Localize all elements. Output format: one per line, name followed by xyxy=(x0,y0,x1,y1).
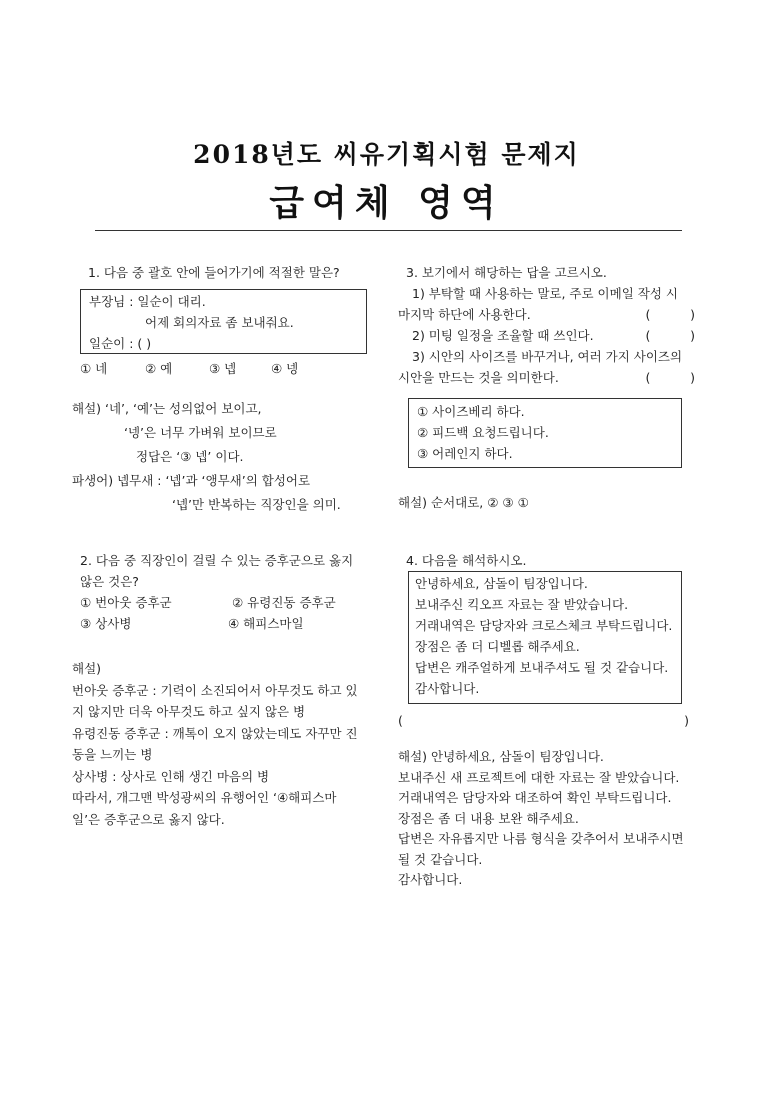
email-line: 안녕하세요, 삼돌이 팀장입니다. xyxy=(415,576,588,591)
choice: ② 피드백 요청드립니다. xyxy=(417,425,549,440)
question-3 xyxy=(398,262,703,513)
question-3-item-row xyxy=(398,367,703,388)
explanation-line: 보내주신 새 프로젝트에 대한 자료는 잘 받았습니다. xyxy=(398,769,680,785)
question-4 xyxy=(398,550,703,891)
question-3-explanation: 해설) 순서대로, ② ③ ① xyxy=(398,495,529,510)
question-3-item: 시안을 만드는 것을 의미한다. xyxy=(398,370,559,385)
question-2-text: 2. 다음 중 직장인이 걸릴 수 있는 증후군으로 옳지 xyxy=(80,553,354,568)
choice: ③ 어레인지 하다. xyxy=(417,446,513,461)
option: ④ 해피스마일 xyxy=(228,616,304,631)
question-3-item-row xyxy=(398,304,703,325)
question-1-explanation xyxy=(72,397,380,517)
question-4-email-box xyxy=(408,571,682,704)
answer-blank: ( ) xyxy=(645,370,695,385)
email-line: 장점은 좀 더 디벨롭 해주세요. xyxy=(415,639,580,654)
question-3-choices-box xyxy=(408,398,682,468)
explanation-line: 상사병 : 상사로 인해 생긴 마음의 병 xyxy=(72,768,270,784)
title-divider xyxy=(95,230,682,231)
email-line: 보내주신 킥오프 자료는 잘 받았습니다. xyxy=(415,597,629,612)
question-3-text: 3. 보기에서 해당하는 답을 고르시오. xyxy=(406,265,607,280)
explanation-line: 해설) ‘네’, ‘예’는 성의없어 보이고, xyxy=(72,401,262,416)
explanation-line: 지 않지만 더욱 아무것도 하고 싶지 않은 병 xyxy=(72,704,306,719)
option: ③ 상사병 xyxy=(80,616,132,631)
question-2-explanation xyxy=(72,658,382,830)
question-3-item: 마지막 하단에 사용한다. xyxy=(398,307,531,322)
option: ② 예 xyxy=(145,361,173,376)
dialog-line: 어제 회의자료 좀 보내줘요. xyxy=(145,315,294,330)
explanation-line: ‘넵’만 반복하는 직장인을 의미. xyxy=(172,497,341,512)
email-line: 답변은 캐주얼하게 보내주셔도 될 것 같습니다. xyxy=(415,660,669,675)
answer-blank xyxy=(398,710,703,731)
question-1-dialog-box xyxy=(80,289,367,354)
explanation-line: 감사합니다. xyxy=(398,872,463,887)
option: ② 유령진동 증후군 xyxy=(232,595,336,610)
explanation-line: 장점은 좀 더 내용 보완 해주세요. xyxy=(398,810,579,826)
explanation-line: 동을 느끼는 병 xyxy=(72,747,153,762)
question-3-item: 2) 미팅 일정을 조율할 때 쓰인다. xyxy=(412,328,594,343)
explanation-line: 답변은 자유롭지만 나름 형식을 갖추어서 보내주시면 xyxy=(398,831,684,846)
email-line: 감사합니다. xyxy=(415,681,480,696)
question-1-text: 1. 다음 중 괄호 안에 들어가기에 적절한 말은? xyxy=(88,265,340,280)
explanation-line: 따라서, 개그맨 박성광씨의 유행어인 ‘④해피스마 xyxy=(72,790,337,805)
page-title: 2018년도 씨유기획시험 문제지 xyxy=(193,140,580,169)
dialog-line: 일순이 : ( ) xyxy=(89,336,152,351)
option: ① 번아웃 증후군 xyxy=(80,595,172,610)
question-3-item-row xyxy=(398,325,703,346)
paren-close: ) xyxy=(684,713,689,728)
explanation-line: 될 것 같습니다. xyxy=(398,851,483,867)
question-2-options xyxy=(72,592,382,613)
option: ④ 넹 xyxy=(271,361,299,376)
explanation-line: 해설) xyxy=(72,661,102,676)
option: ① 네 xyxy=(80,361,108,376)
explanation-line: 일’은 증후군으로 옳지 않다. xyxy=(72,811,225,827)
question-2-text: 않은 것은? xyxy=(80,574,139,589)
question-3-item: 3) 시안의 사이즈를 바꾸거나, 여러 가지 사이즈의 xyxy=(412,349,683,364)
answer-blank: ( ) xyxy=(645,328,695,343)
explanation-line: ‘넹’은 너무 가벼워 보이므로 xyxy=(124,425,277,440)
explanation-line: 거래내역은 담당자와 대조하여 확인 부탁드립니다. xyxy=(398,790,672,805)
choice: ① 사이즈베리 하다. xyxy=(417,404,525,419)
question-2-options xyxy=(72,613,382,634)
question-1 xyxy=(72,262,380,517)
question-4-explanation xyxy=(398,747,703,891)
paren-open: ( xyxy=(398,713,403,728)
answer-blank: ( ) xyxy=(645,307,695,322)
option: ③ 넵 xyxy=(209,361,237,376)
explanation-line: 유령진동 증후군 : 깨톡이 오지 않았는데도 자꾸만 진 xyxy=(72,725,358,741)
email-line: 거래내역은 담당자와 크로스체크 부탁드립니다. xyxy=(415,618,673,633)
question-2 xyxy=(72,550,382,830)
explanation-line: 파생어) 넵무새 : ‘넵’과 ‘앵무새’의 합성어로 xyxy=(72,473,311,488)
dialog-line: 부장님 : 일순이 대리. xyxy=(89,294,206,309)
explanation-line: 번아웃 증후군 : 기력이 소진되어서 아무것도 하고 있 xyxy=(72,682,358,698)
page-subtitle: 급여체 영역 xyxy=(269,182,504,224)
question-3-item: 1) 부탁할 때 사용하는 말로, 주로 이메일 작성 시 xyxy=(412,286,678,301)
explanation-line: 해설) 안녕하세요, 삼돌이 팀장입니다. xyxy=(398,749,604,764)
question-4-text: 4. 다음을 해석하시오. xyxy=(406,553,527,568)
explanation-line: 정답은 ‘③ 넵’ 이다. xyxy=(136,449,244,464)
question-1-options xyxy=(80,358,380,379)
